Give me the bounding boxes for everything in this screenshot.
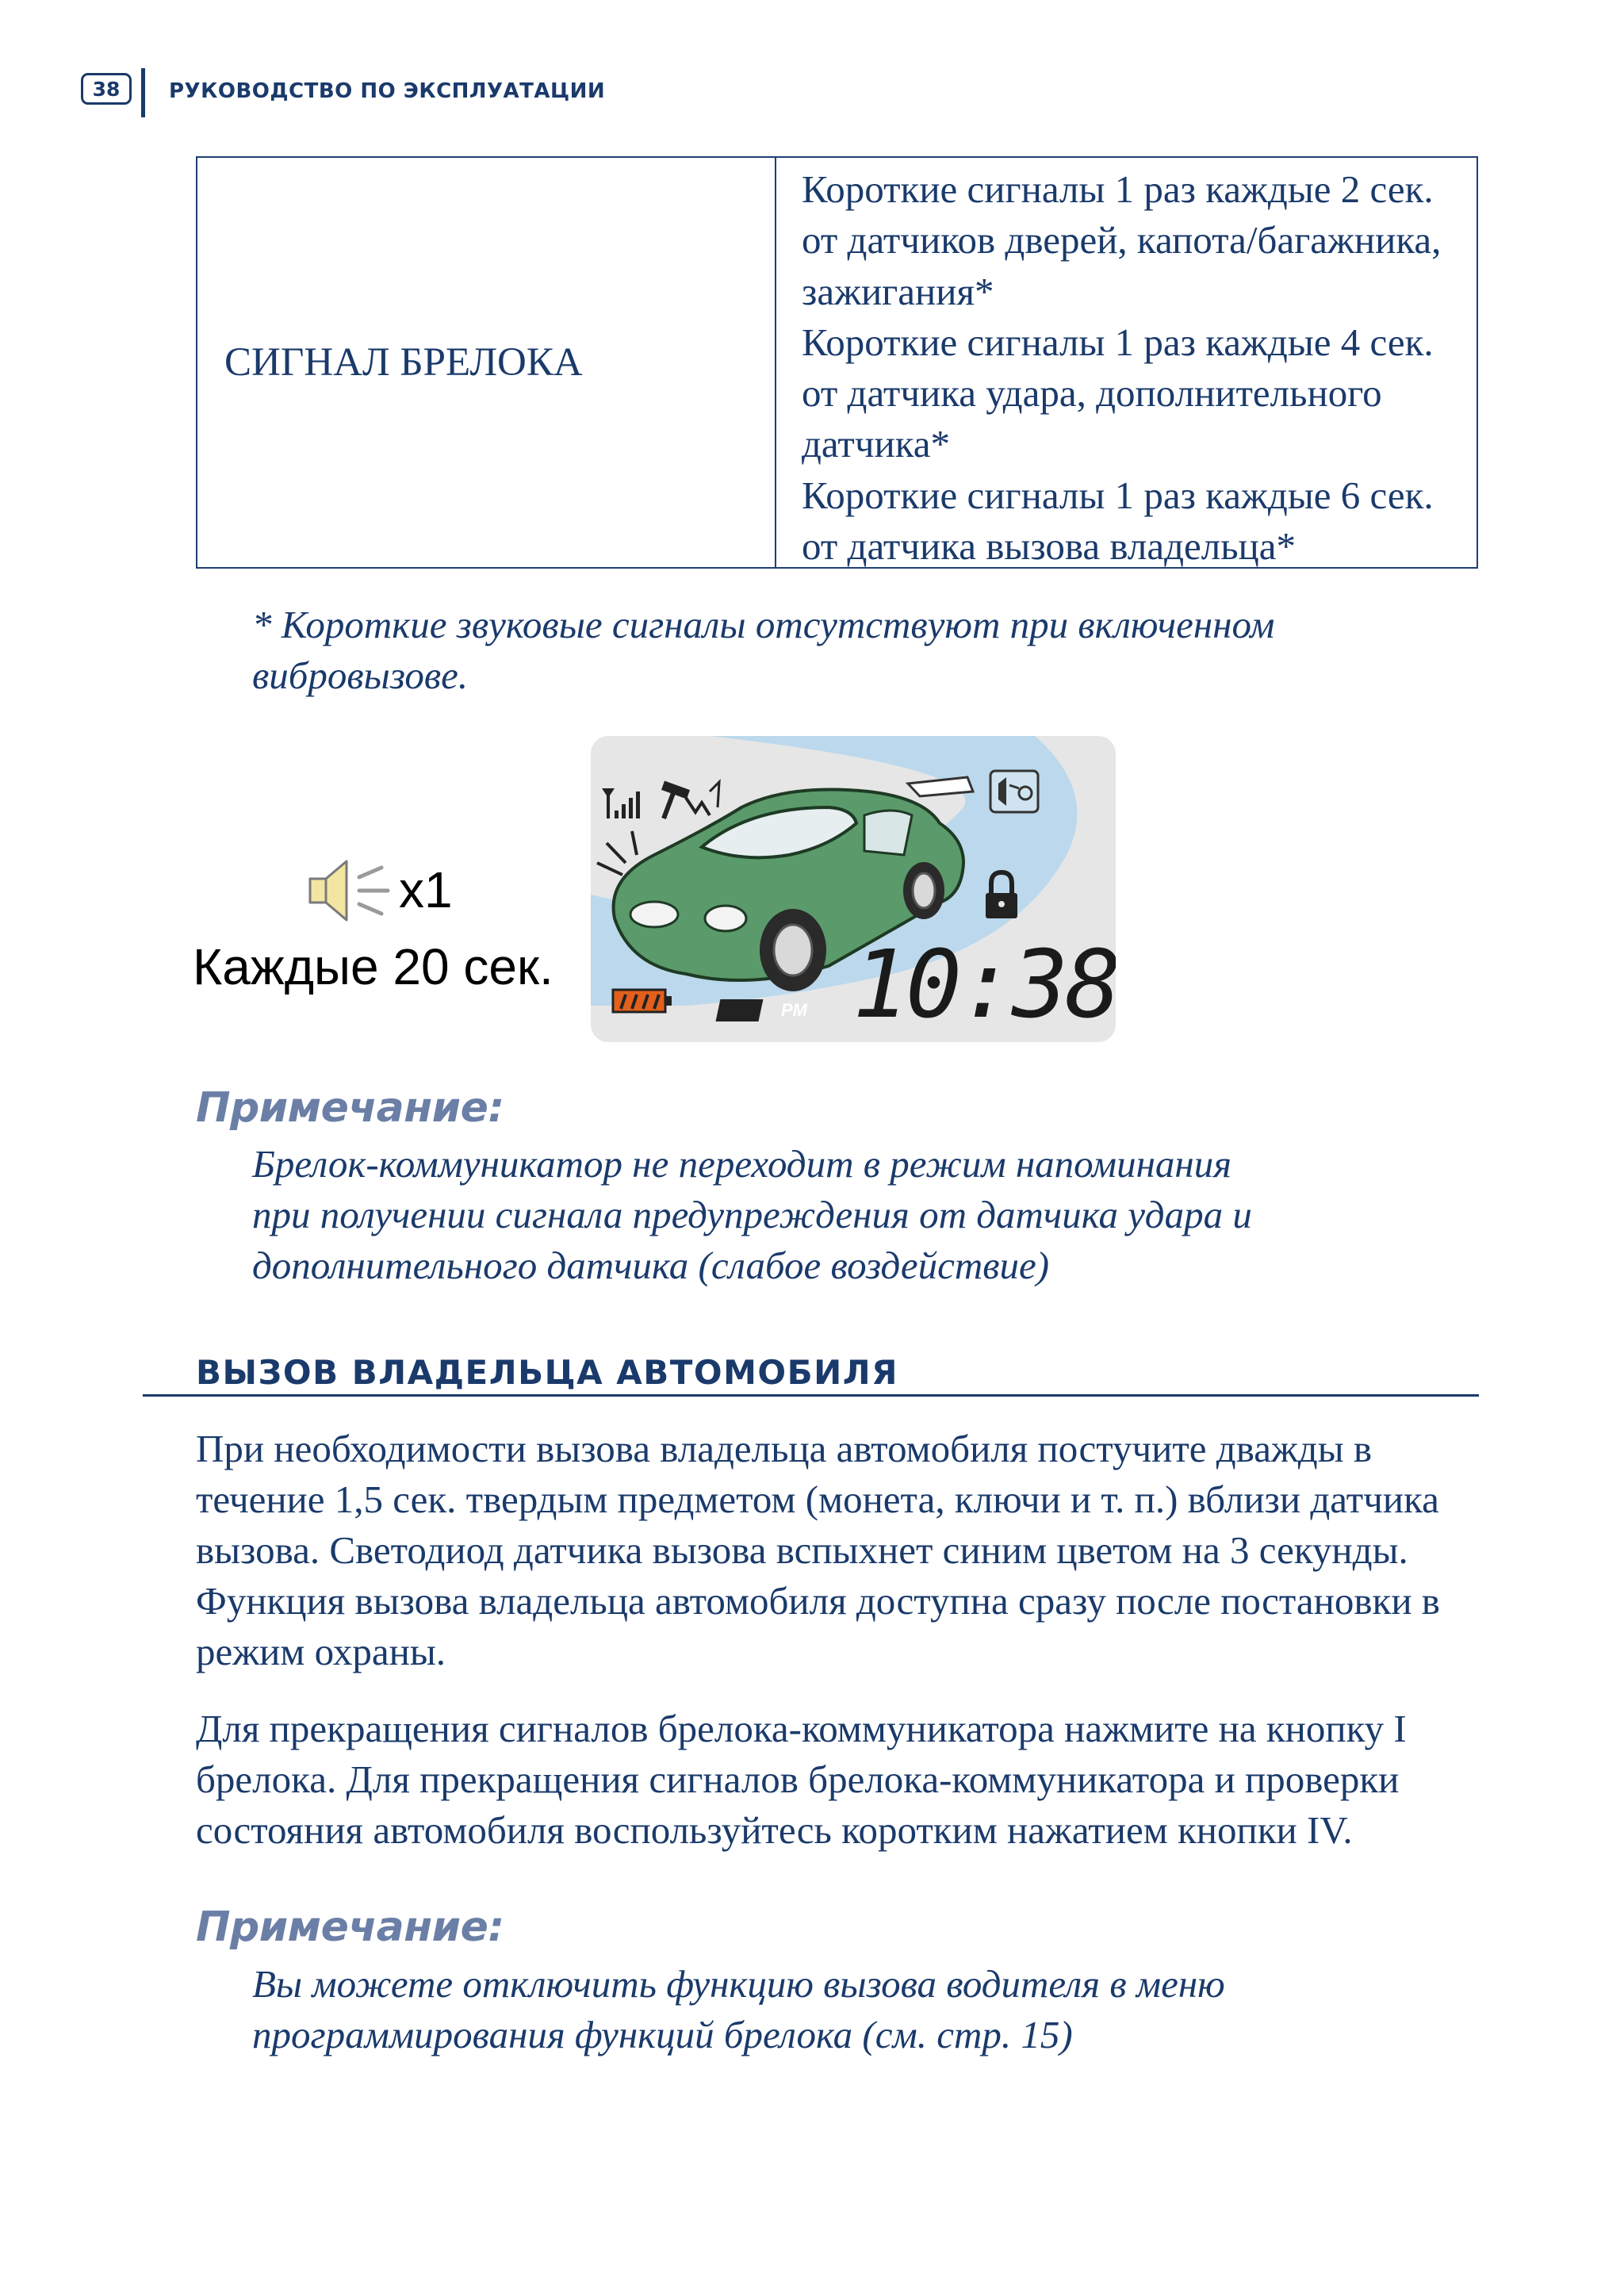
footnote bbox=[252, 600, 1442, 701]
footnote-line: вибровызове. bbox=[252, 653, 469, 697]
paragraph-line: режим охраны. bbox=[196, 1630, 446, 1673]
paragraph bbox=[196, 1704, 1496, 1856]
header-divider bbox=[141, 68, 145, 117]
signal-table bbox=[196, 156, 1478, 569]
lcd-display bbox=[591, 736, 1116, 1046]
signal-line: зажигания* bbox=[802, 269, 994, 313]
signal-line: Короткие сигналы 1 раз каждые 4 сек. bbox=[802, 320, 1434, 364]
note-line: при получении сигнала предупреждения от датчика удара и bbox=[252, 1193, 1252, 1236]
note-heading: Примечание: bbox=[196, 1084, 504, 1132]
lcd-ampm: PM bbox=[781, 1000, 807, 1020]
call-sensor-icon bbox=[990, 771, 1038, 812]
section-title: ВЫЗОВ ВЛАДЕЛЬЦА АВТОМОБИЛЯ bbox=[196, 1353, 898, 1392]
paragraph-line: Функция вызова владельца автомобиля доступна сразу после постановки в bbox=[196, 1579, 1440, 1623]
note-body bbox=[252, 1139, 1442, 1291]
signal-line: от датчиков дверей, капота/багажника, bbox=[802, 218, 1442, 263]
paragraph-line: При необходимости вызова владельца автомобиля постучите дважды в bbox=[196, 1427, 1373, 1470]
paragraph-line: Для прекращения сигналов брелока-коммуникатора нажмите на кнопку I bbox=[196, 1707, 1407, 1750]
signal-table-description bbox=[776, 158, 1477, 567]
section-divider bbox=[143, 1394, 1479, 1397]
signal-line: от датчика удара, дополнительного bbox=[802, 371, 1382, 416]
note-line: Брелок-коммуникатор не переходит в режим напоминания bbox=[252, 1142, 1231, 1186]
note-line: Вы можете отключить функцию вызова водителя в меню bbox=[252, 1962, 1225, 2006]
signal-line: Короткие сигналы 1 раз каждые 6 сек. bbox=[802, 473, 1434, 517]
paragraph-line: вызова. Светодиод датчика вызова вспыхнет синим цветом на 3 секунды. bbox=[196, 1528, 1408, 1572]
signal-line: датчика* bbox=[802, 422, 951, 466]
signal-line: Короткие сигналы 1 раз каждые 2 сек. bbox=[802, 167, 1434, 211]
speaker-icon bbox=[305, 855, 394, 930]
paragraph bbox=[196, 1424, 1496, 1677]
signal-line: от датчика вызова владельца* bbox=[802, 524, 1297, 569]
lcd-time: 10:38 bbox=[852, 929, 1116, 1039]
header-title: РУКОВОДСТВО ПО ЭКСПЛУАТАЦИИ bbox=[169, 79, 606, 103]
battery-icon bbox=[613, 990, 672, 1012]
note-body bbox=[252, 1959, 1442, 2060]
signal-table-label: СИГНАЛ БРЕЛОКА bbox=[197, 158, 776, 567]
note-line: программирования функций брелока (см. стр. 15) bbox=[252, 2013, 1073, 2056]
interval-text: Каждые 20 сек. bbox=[193, 938, 553, 995]
paragraph-line: состояния автомобиля воспользуйтесь коротким нажатием кнопки IV. bbox=[196, 1808, 1353, 1852]
page-number: 38 bbox=[81, 73, 132, 105]
note-line: дополнительного датчика (слабое воздействие) bbox=[252, 1244, 1050, 1287]
footnote-line: * Короткие звуковые сигналы отсутствуют при включенном bbox=[252, 603, 1275, 646]
paragraph-line: течение 1,5 сек. твердым предметом (монета, ключи и т. п.) вблизи датчика bbox=[196, 1478, 1439, 1521]
paragraph-line: брелока. Для прекращения сигналов брелока-коммуникатора и проверки bbox=[196, 1757, 1400, 1801]
note-heading: Примечание: bbox=[196, 1903, 504, 1951]
sound-count: x1 bbox=[399, 861, 453, 918]
